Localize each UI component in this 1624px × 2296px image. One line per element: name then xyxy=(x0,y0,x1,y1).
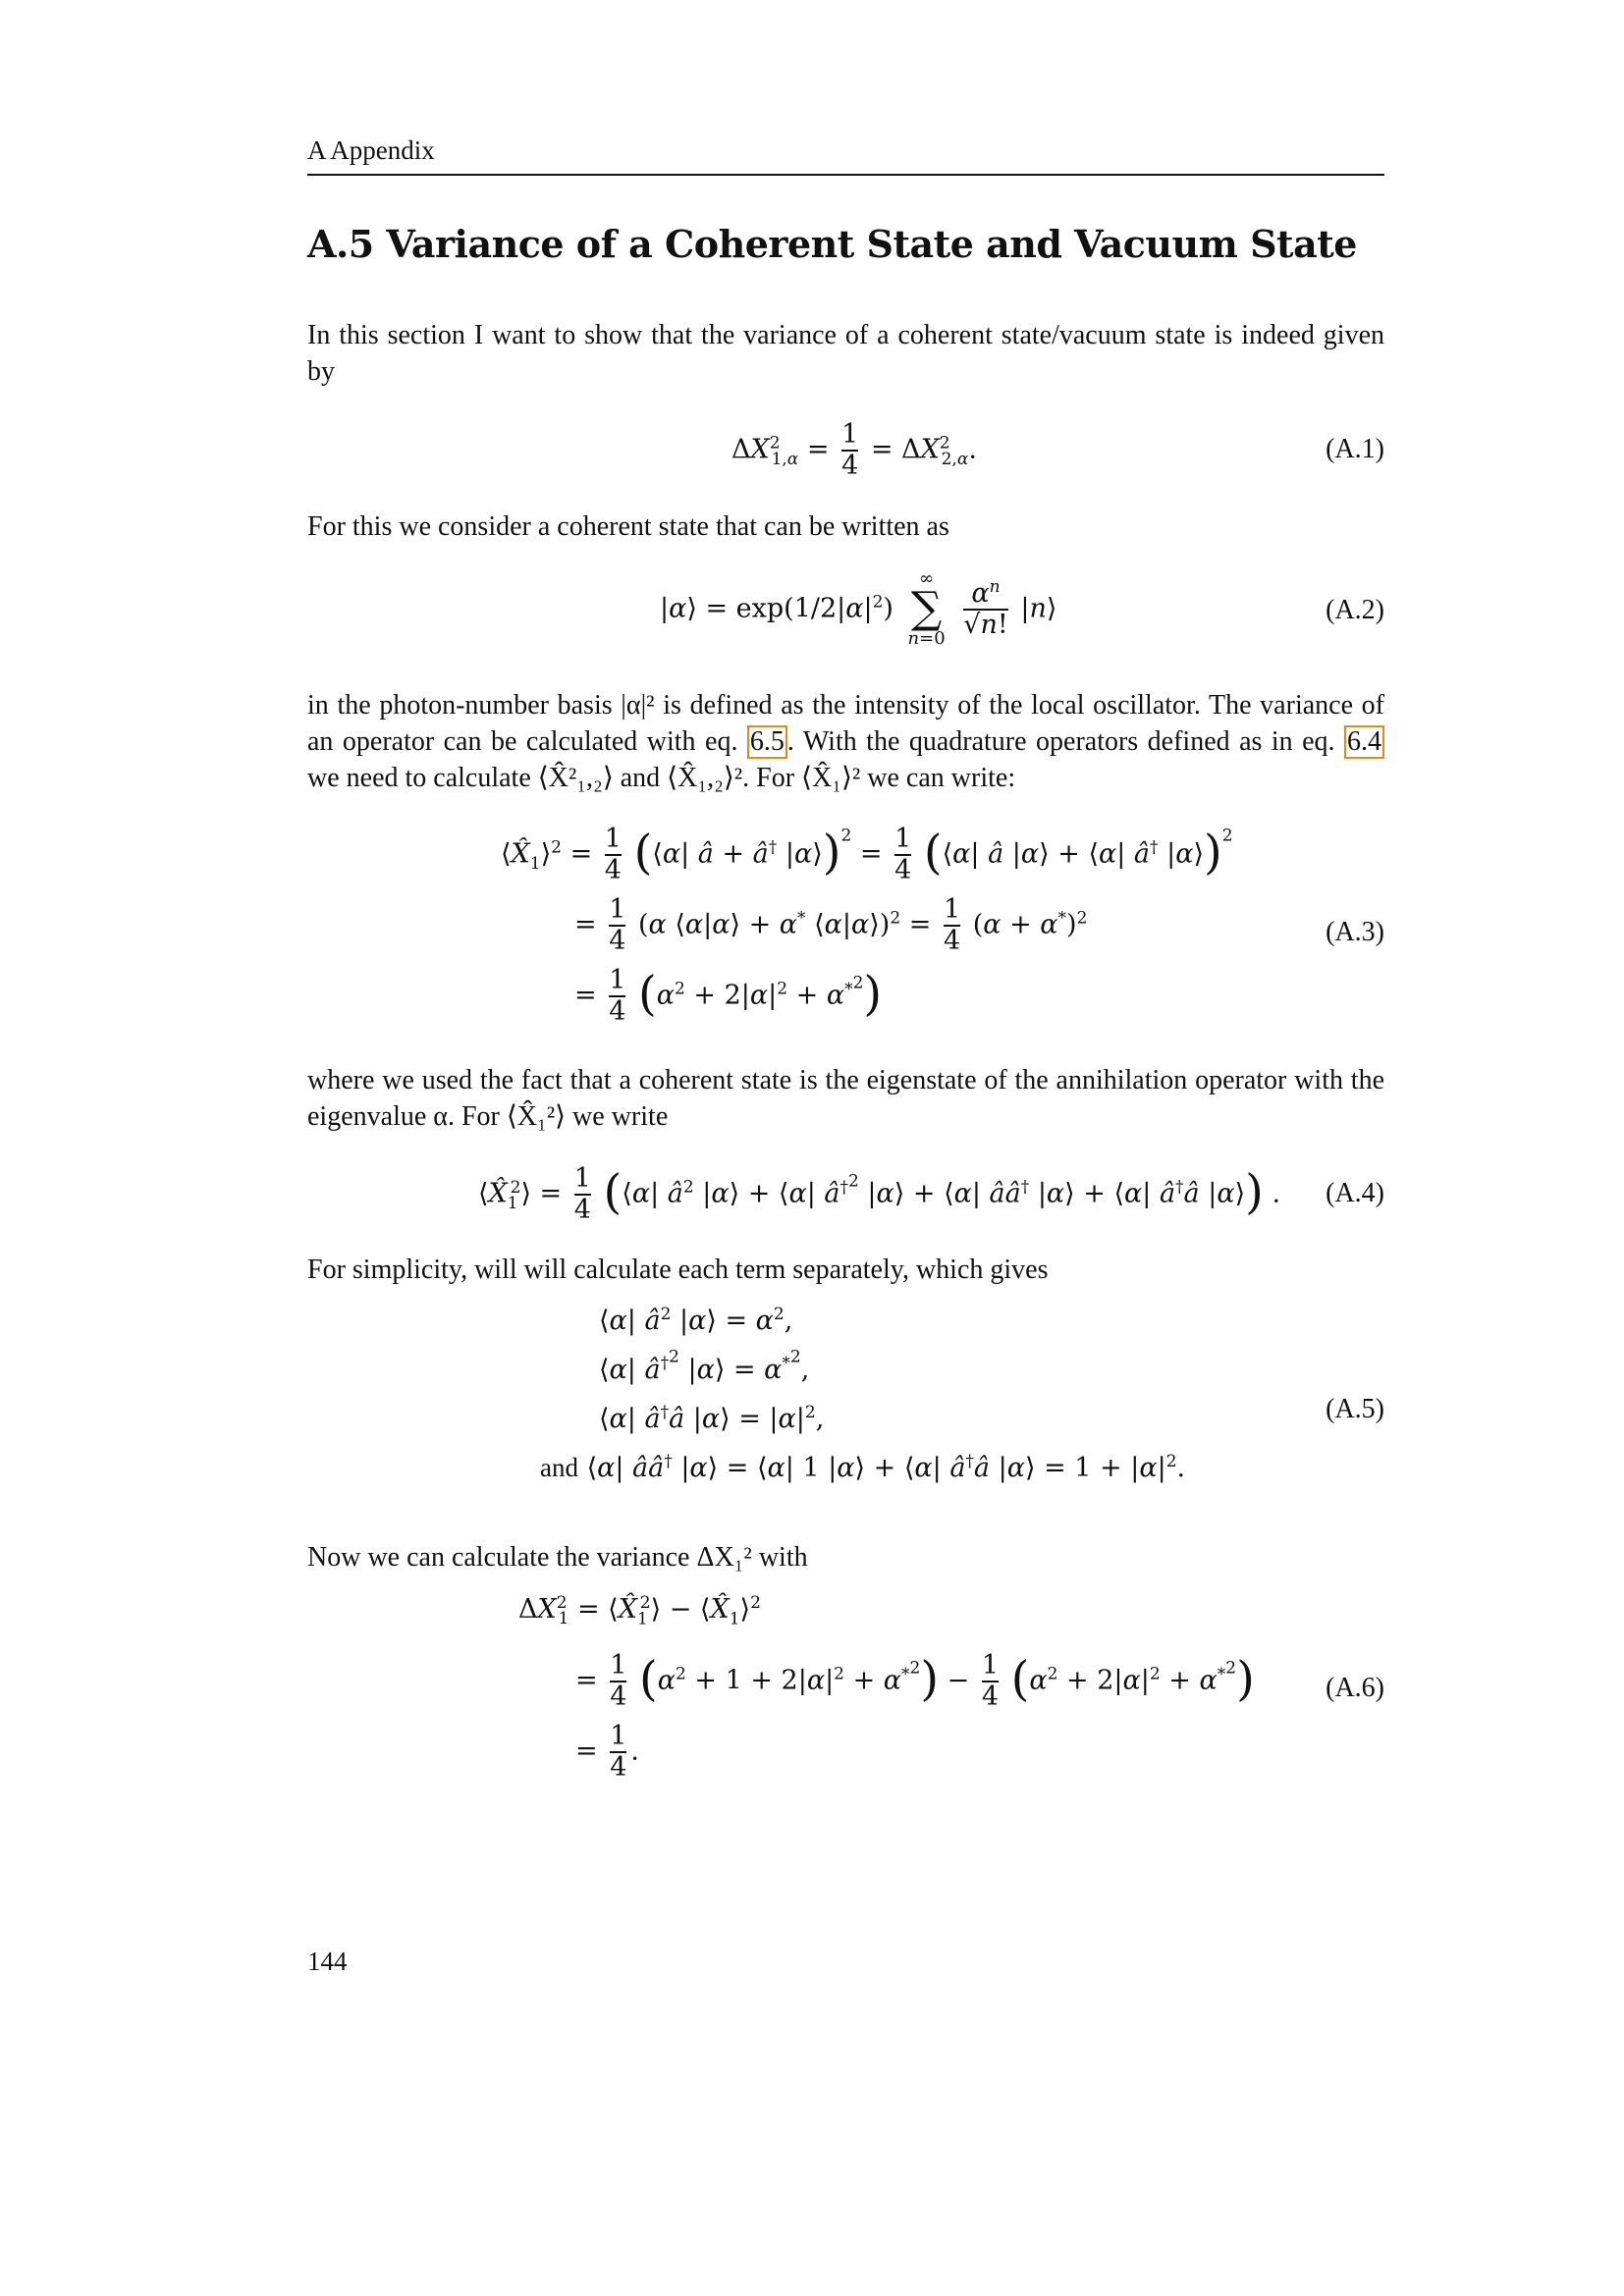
paragraph-eigenstate: where we used the fact that a coherent state is the eigenstate of the annihilation operator with the eigenvalue α. For ⟨X̂₁²⟩ we write xyxy=(307,1065,1384,1132)
equation-number-a5: (A.5) xyxy=(1326,1394,1384,1424)
equation-number-a1: (A.1) xyxy=(1326,434,1384,464)
equation-ref-6-5[interactable]: 6.5 xyxy=(747,725,787,759)
paragraph-photon-number xyxy=(307,687,1384,796)
equation-number-a2: (A.2) xyxy=(1326,595,1384,625)
equation-a1: $\Delta X^2_{1,\alpha}$ = $\frac{1}{4}$ = $\Delta X^2_{2,\alpha}$. xyxy=(731,419,977,481)
equation-a3: $⟨X̂_1⟩^2$ = $\frac{1}{4}$ (⟨α| â + â† |α⟩)$^2$ = $\frac{1}{4}$ (⟨α| â |α⟩ + ⟨α| â† |α⟩)$^2$ = $\frac{1}{4}$ (α ⟨α|α⟩ + α* ⟨α|α⟩)$^2$ = $\frac{1}{4}$ $(\alpha + \alpha^*)^2$ = $\frac{1}{4}$ $(\alpha^2 + 2|\alpha|^2 + \alpha^{*^2})$ xyxy=(501,824,1233,1027)
paragraph-coherent-state: For this we consider a coherent state that can be written as xyxy=(307,511,949,542)
paragraph-text-c: we need to calculate ⟨X̂²₁,₂⟩ and ⟨X̂₁,₂⟩². For ⟨X̂₁⟩² we can write: xyxy=(307,763,1016,793)
equation-a5: ⟨α| $â^2$ |α⟩ = $\alpha^2$, ⟨α| $â^{\dagger^2}$ |α⟩ = $\alpha^{*^2}$, ⟨α| â†â |α⟩ = $|\alpha|^2$, and ⟨α| ââ† |α⟩ = ⟨α| 1 |α⟩ + ⟨α| â†â |α⟩ = $1 + |\alpha|^2$. xyxy=(540,1305,1186,1483)
running-head: A Appendix xyxy=(307,135,435,165)
paragraph-text-b: . With the quadrature operators defined as in eq. xyxy=(786,726,1335,757)
and-word: and xyxy=(540,1453,578,1482)
page-number: 144 xyxy=(307,1947,348,1976)
header-rule xyxy=(307,174,1384,176)
paragraph-intro: In this section I want to show that the variance of a coherent state/vacuum state is indeed given by xyxy=(307,320,1384,387)
equation-ref-6-4[interactable]: 6.4 xyxy=(1344,725,1384,759)
equation-a4: $⟨X̂_1^2⟩$ = $\frac{1}{4}$ (⟨α| $â^2$ |α⟩ + ⟨α| $â^{\dagger^2}$ |α⟩ + ⟨α| ââ† |α⟩ + ⟨α| â†â |α⟩) . xyxy=(478,1163,1281,1225)
equation-number-a3: (A.3) xyxy=(1326,917,1384,947)
paragraph-variance: Now we can calculate the variance ΔX₁² with xyxy=(307,1542,808,1573)
equation-a2: |α⟩ = $\exp(1/2|\alpha|^2)$ ∞ ∑ n=0 $\frac{\alpha^n}{√n!}$ |n⟩ xyxy=(660,568,1057,649)
equation-number-a6: (A.6) xyxy=(1326,1673,1384,1703)
section-title: A.5 Variance of a Coherent State and Vacuum State xyxy=(307,222,1357,266)
equation-number-a4: (A.4) xyxy=(1326,1178,1384,1208)
paragraph-text-a: in the photon-number basis |α|² is defined as the intensity of the local oscillator. The variance of an operator can be calculated with eq. xyxy=(307,690,1384,757)
paragraph-simplicity: For simplicity, will will calculate each term separately, which gives xyxy=(307,1255,1049,1285)
equation-a6: $\Delta X^2_1$ = $⟨X̂_1^2⟩$ − $⟨X̂_1⟩^2$ = $\frac{1}{4}$ $(\alpha^2 + 1 + 2|\alpha|^2 + \alpha^{*^2})$ − $\frac{1}{4}$ $(\alpha^2 + 2|\alpha|^2 + \alpha^{*^2})$ = $\frac{1}{4}$ . xyxy=(518,1593,1255,1783)
